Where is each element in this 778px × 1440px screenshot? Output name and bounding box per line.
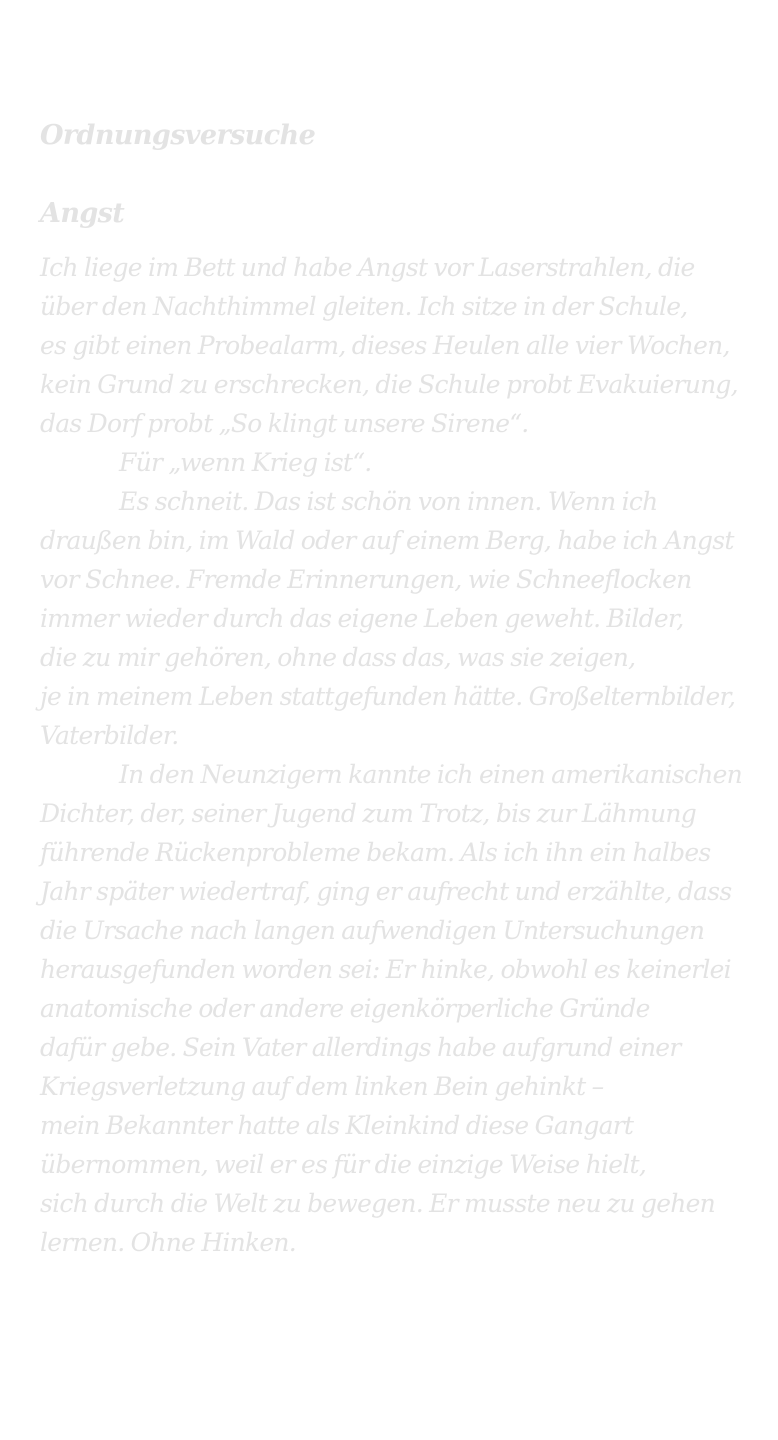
text-line: Kriegsverletzung auf dem linken Bein gehinkt – bbox=[40, 1072, 604, 1101]
page-title: Ordnungsversuche bbox=[40, 120, 316, 151]
chapter-title: Angst bbox=[40, 198, 125, 229]
text-line: draußen bin, im Wald oder auf einem Berg, habe ich Angst bbox=[40, 526, 734, 555]
text-line: dafür gebe. Sein Vater allerdings habe aufgrund einer bbox=[40, 1033, 681, 1062]
text-line: übernommen, weil er es für die einzige Weise hielt, bbox=[40, 1150, 647, 1179]
text-line: es gibt einen Probealarm, dieses Heulen alle vier Wochen, bbox=[40, 331, 730, 360]
text-line: Ich liege im Bett und habe Angst vor Laserstrahlen, die bbox=[40, 253, 695, 282]
text-line: anatomische oder andere eigenkörperliche Gründe bbox=[40, 994, 650, 1023]
text-line-indented: Es schneit. Das ist schön von innen. Wenn ich bbox=[119, 487, 658, 516]
text-line: kein Grund zu erschrecken, die Schule probt Evakuierung, bbox=[40, 370, 738, 399]
text-line: je in meinem Leben stattgefunden hätte. Großelternbilder, bbox=[40, 682, 736, 711]
text-line: über den Nachthimmel gleiten. Ich sitze in der Schule, bbox=[40, 292, 688, 321]
text-line: Dichter, der, seiner Jugend zum Trotz, bis zur Lähmung bbox=[40, 799, 697, 828]
document-page bbox=[40, 116, 743, 1262]
text-line: vor Schnee. Fremde Erinnerungen, wie Schneeflocken bbox=[40, 565, 692, 594]
text-line: sich durch die Welt zu bewegen. Er musste neu zu gehen bbox=[40, 1189, 716, 1218]
text-line: führende Rückenprobleme bekam. Als ich ihn ein halbes bbox=[40, 838, 711, 867]
text-line-indented: In den Neunzigern kannte ich einen amerikanischen bbox=[119, 760, 743, 789]
text-line: herausgefunden worden sei: Er hinke, obwohl es keinerlei bbox=[40, 955, 731, 984]
text-line: lernen. Ohne Hinken. bbox=[40, 1228, 296, 1257]
text-line: immer wieder durch das eigene Leben geweht. Bilder, bbox=[40, 604, 684, 633]
text-line-indented: Für „wenn Krieg ist“. bbox=[119, 448, 372, 477]
text-line: die zu mir gehören, ohne dass das, was sie zeigen, bbox=[40, 643, 636, 672]
text-line: mein Bekannter hatte als Kleinkind diese Gangart bbox=[40, 1111, 634, 1140]
text-line: Jahr später wiedertraf, ging er aufrecht und erzählte, dass bbox=[40, 877, 732, 906]
text-line: die Ursache nach langen aufwendigen Untersuchungen bbox=[40, 916, 705, 945]
text-line: Vaterbilder. bbox=[40, 721, 179, 750]
chapter-body bbox=[40, 248, 743, 1262]
text-line: das Dorf probt „So klingt unsere Sirene“. bbox=[40, 409, 529, 438]
